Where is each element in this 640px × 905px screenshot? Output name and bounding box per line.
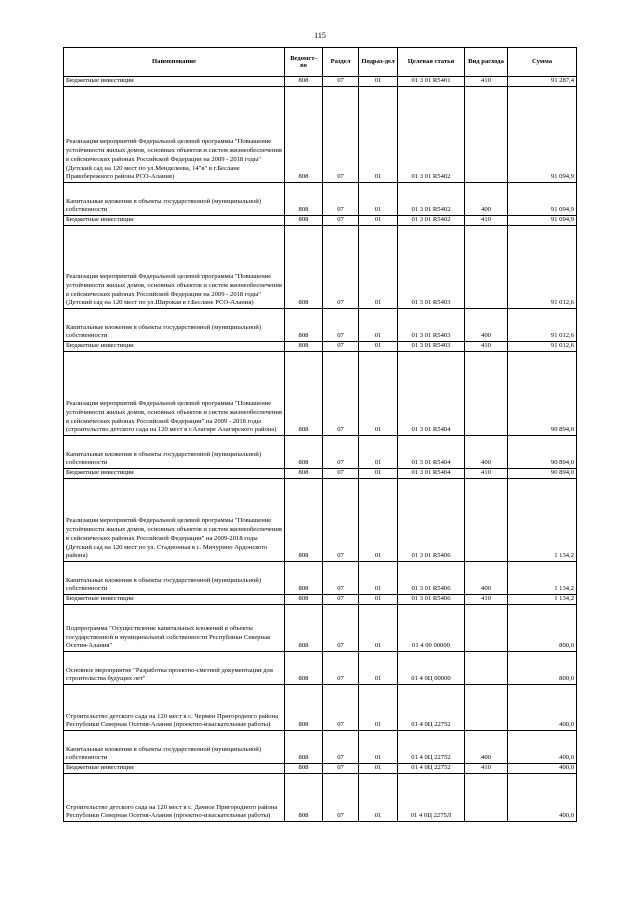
- row-sum-cell: 800,0: [508, 605, 577, 652]
- row-section-cell: 07: [323, 605, 359, 652]
- header-section: Раздел: [323, 48, 359, 77]
- row-subsection-cell: 01: [359, 87, 398, 183]
- row-name-cell: Бюджетные инвестиции: [64, 469, 285, 479]
- row-subsection-cell: 01: [359, 226, 398, 309]
- row-subsection-cell: 01: [359, 183, 398, 216]
- row-name-cell: Реализация мероприятий Федеральной целевой программы "Повышение устойчивости жилых домов, основных объектов и систем жизнеобеспечения в сейсмических районах Российской Федерации" на 2009 - 2018 годы (строительство детского сада на 120 мест в г.Алагире Алагирского района): [64, 352, 285, 436]
- row-subsection-cell: 01: [359, 685, 398, 731]
- row-target-cell: 01 4 0Ц 22752: [398, 731, 465, 764]
- row-dept-cell: 808: [285, 605, 323, 652]
- row-dept-cell: 808: [285, 479, 323, 562]
- row-section-cell: 07: [323, 309, 359, 342]
- row-target-cell: 01 3 01 R5406: [398, 595, 465, 605]
- row-name-cell: Строительство детского сада на 120 мест в с. Чермен Пригородного района Республики Северная Осетия-Алания (проектно-изыскательные работы): [64, 685, 285, 731]
- row-expense-type-cell: 410: [465, 342, 508, 352]
- table-row: [64, 479, 577, 562]
- row-subsection-cell: 01: [359, 764, 398, 774]
- row-expense-type-cell: 410: [465, 764, 508, 774]
- row-name-cell: Основное мероприятие "Разработка проектно-сметной документации для строительства будущих лет": [64, 652, 285, 685]
- row-subsection-cell: 01: [359, 469, 398, 479]
- header-name: Наименование: [64, 48, 285, 77]
- row-name-cell: Бюджетные инвестиции: [64, 595, 285, 605]
- table-row: [64, 774, 577, 822]
- row-expense-type-cell: 410: [465, 469, 508, 479]
- row-dept-cell: 808: [285, 764, 323, 774]
- row-dept-cell: 808: [285, 469, 323, 479]
- row-sum-cell: 1 134,2: [508, 595, 577, 605]
- row-sum-cell: 91 012,6: [508, 342, 577, 352]
- table-row: [64, 562, 577, 595]
- table-row: [64, 309, 577, 342]
- row-target-cell: 01 3 01 R5402: [398, 216, 465, 226]
- row-dept-cell: 808: [285, 731, 323, 764]
- table-row: [64, 352, 577, 436]
- row-dept-cell: 808: [285, 562, 323, 595]
- row-expense-type-cell: [465, 685, 508, 731]
- table-row: [64, 469, 577, 479]
- row-sum-cell: 91 012,6: [508, 309, 577, 342]
- table-row: [64, 605, 577, 652]
- row-expense-type-cell: 410: [465, 77, 508, 87]
- row-sum-cell: 800,0: [508, 652, 577, 685]
- table-row: [64, 342, 577, 352]
- row-expense-type-cell: [465, 652, 508, 685]
- row-sum-cell: 1 134,2: [508, 562, 577, 595]
- row-sum-cell: 91 094,9: [508, 183, 577, 216]
- row-target-cell: 01 3 01 R5401: [398, 77, 465, 87]
- row-section-cell: 07: [323, 87, 359, 183]
- row-target-cell: 01 4 0Ц 00000: [398, 652, 465, 685]
- table-row: [64, 87, 577, 183]
- row-dept-cell: 808: [285, 352, 323, 436]
- row-sum-cell: 91 012,6: [508, 226, 577, 309]
- row-sum-cell: 90 894,0: [508, 469, 577, 479]
- row-subsection-cell: 01: [359, 595, 398, 605]
- row-name-cell: Строительство детского сада на 120 мест в с. Дачное Пригородного района Республики Северная Осетия-Алания (проектно-изыскательные работы): [64, 774, 285, 822]
- table-row: [64, 436, 577, 469]
- row-subsection-cell: 01: [359, 774, 398, 822]
- row-section-cell: 07: [323, 469, 359, 479]
- row-section-cell: 07: [323, 731, 359, 764]
- row-section-cell: 07: [323, 342, 359, 352]
- table-row: [64, 226, 577, 309]
- row-expense-type-cell: 400: [465, 731, 508, 764]
- header-expense-type: Вид расхода: [465, 48, 508, 77]
- row-name-cell: Капитальные вложения в объекты государственной (муниципальной) собственности: [64, 309, 285, 342]
- row-name-cell: Бюджетные инвестиции: [64, 77, 285, 87]
- table-row: [64, 685, 577, 731]
- row-subsection-cell: 01: [359, 216, 398, 226]
- row-section-cell: 07: [323, 764, 359, 774]
- row-name-cell: Бюджетные инвестиции: [64, 342, 285, 352]
- row-target-cell: 01 3 01 R5403: [398, 342, 465, 352]
- row-expense-type-cell: [465, 605, 508, 652]
- row-name-cell: Бюджетные инвестиции: [64, 216, 285, 226]
- row-sum-cell: 90 894,0: [508, 352, 577, 436]
- row-subsection-cell: 01: [359, 309, 398, 342]
- row-target-cell: 01 4 00 00000: [398, 605, 465, 652]
- header-sum: Сумма: [508, 48, 577, 77]
- row-expense-type-cell: 410: [465, 216, 508, 226]
- row-target-cell: 01 3 01 R5406: [398, 562, 465, 595]
- row-section-cell: 07: [323, 436, 359, 469]
- row-target-cell: 01 3 01 R5404: [398, 436, 465, 469]
- table-header-row: [64, 48, 577, 77]
- table-row: [64, 183, 577, 216]
- row-dept-cell: 808: [285, 342, 323, 352]
- header-dept: Ведомст-во: [285, 48, 323, 77]
- table-row: [64, 77, 577, 87]
- row-name-cell: Реализация мероприятий Федеральной целевой программы "Повышение устойчивости жилых домов, основных объектов и систем жизнеобеспечения в сейсмических районах Российской Федерации на 2009 - 2018 годы" (Детский сад на 120 мест по ул.Широкая в г.Беслане РСО-Алания): [64, 226, 285, 309]
- row-section-cell: 07: [323, 774, 359, 822]
- row-expense-type-cell: [465, 226, 508, 309]
- row-dept-cell: 808: [285, 77, 323, 87]
- row-sum-cell: 91 287,4: [508, 77, 577, 87]
- row-section-cell: 07: [323, 183, 359, 216]
- row-dept-cell: 808: [285, 652, 323, 685]
- row-section-cell: 07: [323, 652, 359, 685]
- row-section-cell: 07: [323, 562, 359, 595]
- row-target-cell: 01 4 0Ц 22752: [398, 764, 465, 774]
- row-subsection-cell: 01: [359, 652, 398, 685]
- row-dept-cell: 808: [285, 87, 323, 183]
- row-name-cell: Капитальные вложения в объекты государственной (муниципальной) собственности: [64, 562, 285, 595]
- row-sum-cell: 400,0: [508, 764, 577, 774]
- row-target-cell: 01 3 01 R5406: [398, 479, 465, 562]
- header-subsection: Подраз-дел: [359, 48, 398, 77]
- row-name-cell: Капитальные вложения в объекты государственной (муниципальной) собственности: [64, 183, 285, 216]
- row-subsection-cell: 01: [359, 605, 398, 652]
- row-sum-cell: 91 094,9: [508, 87, 577, 183]
- row-sum-cell: 1 134,2: [508, 479, 577, 562]
- row-expense-type-cell: [465, 774, 508, 822]
- row-target-cell: 01 3 01 R5402: [398, 183, 465, 216]
- table-row: [64, 731, 577, 764]
- page-number: 115: [314, 31, 326, 40]
- row-dept-cell: 808: [285, 685, 323, 731]
- row-target-cell: 01 3 01 R5402: [398, 87, 465, 183]
- row-section-cell: 07: [323, 77, 359, 87]
- table-row: [64, 595, 577, 605]
- row-dept-cell: 808: [285, 774, 323, 822]
- row-dept-cell: 808: [285, 226, 323, 309]
- header-target: Целевая статья: [398, 48, 465, 77]
- row-subsection-cell: 01: [359, 352, 398, 436]
- row-dept-cell: 808: [285, 309, 323, 342]
- table-row: [64, 764, 577, 774]
- row-subsection-cell: 01: [359, 77, 398, 87]
- row-expense-type-cell: [465, 479, 508, 562]
- row-target-cell: 01 4 0Ц 22752: [398, 685, 465, 731]
- row-dept-cell: 808: [285, 183, 323, 216]
- row-dept-cell: 808: [285, 436, 323, 469]
- row-sum-cell: 400,0: [508, 685, 577, 731]
- row-target-cell: 01 3 01 R5404: [398, 352, 465, 436]
- row-section-cell: 07: [323, 595, 359, 605]
- row-name-cell: Реализация мероприятий Федеральной целевой программы "Повышение устойчивости жилых домов, основных объектов и систем жизнеобеспечения в сейсмических районах Российской Федерации на 2009 - 2018 годы" (Детский сад на 120 мест по ул.Менделеева, 14"в" в г.Беслане Правобережного района РСО-Алания): [64, 87, 285, 183]
- row-subsection-cell: 01: [359, 436, 398, 469]
- row-expense-type-cell: 410: [465, 595, 508, 605]
- row-target-cell: 01 3 01 R5403: [398, 309, 465, 342]
- budget-table: [63, 47, 577, 822]
- row-expense-type-cell: 400: [465, 309, 508, 342]
- row-section-cell: 07: [323, 226, 359, 309]
- row-section-cell: 07: [323, 216, 359, 226]
- row-subsection-cell: 01: [359, 731, 398, 764]
- row-name-cell: Реализация мероприятий Федеральной целевой программы "Повышение устойчивости жилых домов, основных объектов и систем жизнеобеспечения в сейсмических районах Российской Федерации" на 2009-2018 годы (Детский сад на 120 мест по ул. Стадионная в с. Мичурино Ардонского района): [64, 479, 285, 562]
- row-expense-type-cell: 400: [465, 562, 508, 595]
- row-subsection-cell: 01: [359, 562, 398, 595]
- row-name-cell: Подпрограмма "Осуществление капитальных вложений в объекты государственной и муниципальной собственности Республики Северная Осетия-Алания": [64, 605, 285, 652]
- row-name-cell: Капитальные вложения в объекты государственной (муниципальной) собственности: [64, 436, 285, 469]
- row-target-cell: 01 3 01 R5404: [398, 469, 465, 479]
- row-section-cell: 07: [323, 685, 359, 731]
- row-dept-cell: 808: [285, 216, 323, 226]
- row-expense-type-cell: 400: [465, 183, 508, 216]
- row-target-cell: 01 3 01 R5403: [398, 226, 465, 309]
- row-subsection-cell: 01: [359, 342, 398, 352]
- row-target-cell: 01 4 0Ц 2275Л: [398, 774, 465, 822]
- row-sum-cell: 400,0: [508, 774, 577, 822]
- table-row: [64, 652, 577, 685]
- row-section-cell: 07: [323, 479, 359, 562]
- row-name-cell: Капитальные вложения в объекты государственной (муниципальной) собственности: [64, 731, 285, 764]
- row-subsection-cell: 01: [359, 479, 398, 562]
- row-sum-cell: 400,0: [508, 731, 577, 764]
- row-dept-cell: 808: [285, 595, 323, 605]
- row-section-cell: 07: [323, 352, 359, 436]
- row-expense-type-cell: [465, 87, 508, 183]
- table-row: [64, 216, 577, 226]
- row-expense-type-cell: 400: [465, 436, 508, 469]
- row-sum-cell: 90 894,0: [508, 436, 577, 469]
- row-expense-type-cell: [465, 352, 508, 436]
- row-name-cell: Бюджетные инвестиции: [64, 764, 285, 774]
- row-sum-cell: 91 094,9: [508, 216, 577, 226]
